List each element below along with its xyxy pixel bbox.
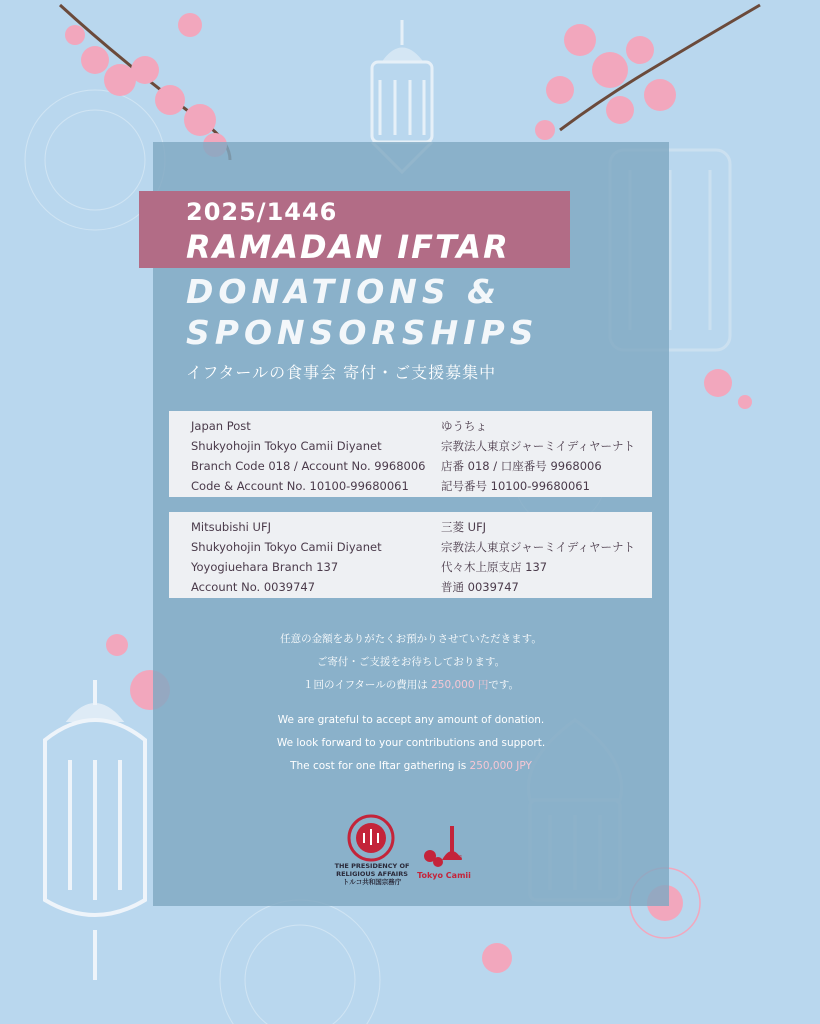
message-jp-line3: １回のイフタールの費用は 250,000 円です。 (302, 679, 520, 691)
bank-info-en (191, 517, 421, 597)
message-jp-line1: 任意の金額をありがたくお預かりさせていただきます。 (280, 633, 542, 645)
account-holder: Shukyohojin Tokyo Camii Diyanet (191, 439, 382, 453)
bank-name: Japan Post (191, 419, 251, 433)
branch-account-ja: 店番 018 / 口座番号 9968006 (441, 459, 602, 473)
tokyo-camii-name: Tokyo Camii (417, 871, 471, 880)
presidency-logo-icon (346, 813, 396, 863)
branch: Yoyogiuehara Branch 137 (191, 560, 339, 574)
bank-box-mitsubishi-ufj (169, 512, 652, 598)
title-ramadan-iftar: RAMADAN IFTAR (186, 228, 510, 266)
account-holder-ja: 宗教法人東京ジャーミイディヤーナト (441, 439, 636, 453)
message-jp (153, 628, 669, 697)
account-number: Account No. 0039747 (191, 580, 316, 594)
presidency-logo-text: THE PRESIDENCY OF RELIGIOUS AFFAIRS トルコ共和国宗務庁 (334, 862, 410, 886)
account-holder: Shukyohojin Tokyo Camii Diyanet (191, 540, 382, 554)
cost-amount-en: 250,000 JPY (469, 760, 532, 772)
message-jp-line2: ご寄付・ご支援をお待ちしております。 (316, 656, 506, 668)
subtitle-jp: イフタールの食事会 寄付・ご支援募集中 (186, 363, 497, 382)
bank-name-ja: ゆうちょ (441, 419, 487, 433)
bank-name: Mitsubishi UFJ (191, 520, 271, 534)
title-sponsorships: SPONSORSHIPS (186, 313, 539, 352)
branch-account: Branch Code 018 / Account No. 9968006 (191, 459, 426, 473)
message-en (153, 709, 669, 778)
message-en-line3: The cost for one Iftar gathering is 250,000 JPY (290, 760, 532, 772)
bank-box-japan-post (169, 411, 652, 497)
account-number-ja: 普通 0039747 (441, 580, 519, 594)
bank-info-ja (441, 517, 651, 597)
message-en-line1: We are grateful to accept any amount of donation. (277, 714, 545, 726)
bank-info-ja (441, 416, 651, 496)
message-en-line2: We look forward to your contributions and support. (276, 737, 546, 749)
title-donations: DONATIONS & (186, 272, 501, 311)
camii-badge: 25 (454, 855, 463, 862)
year-label: 2025/1446 (186, 198, 338, 226)
account-holder-ja: 宗教法人東京ジャーミイディヤーナト (441, 540, 636, 554)
code-account-ja: 記号番号 10100-99680061 (441, 479, 590, 493)
tokyo-camii-logo-icon (416, 818, 472, 870)
bank-name-ja: 三菱 UFJ (441, 520, 487, 534)
bank-info-en (191, 416, 426, 496)
lantern-icon (45, 680, 145, 980)
branch-ja: 代々木上原支店 137 (441, 560, 548, 574)
code-account: Code & Account No. 10100-99680061 (191, 479, 409, 493)
cost-amount-jp: 250,000 円 (431, 679, 489, 691)
